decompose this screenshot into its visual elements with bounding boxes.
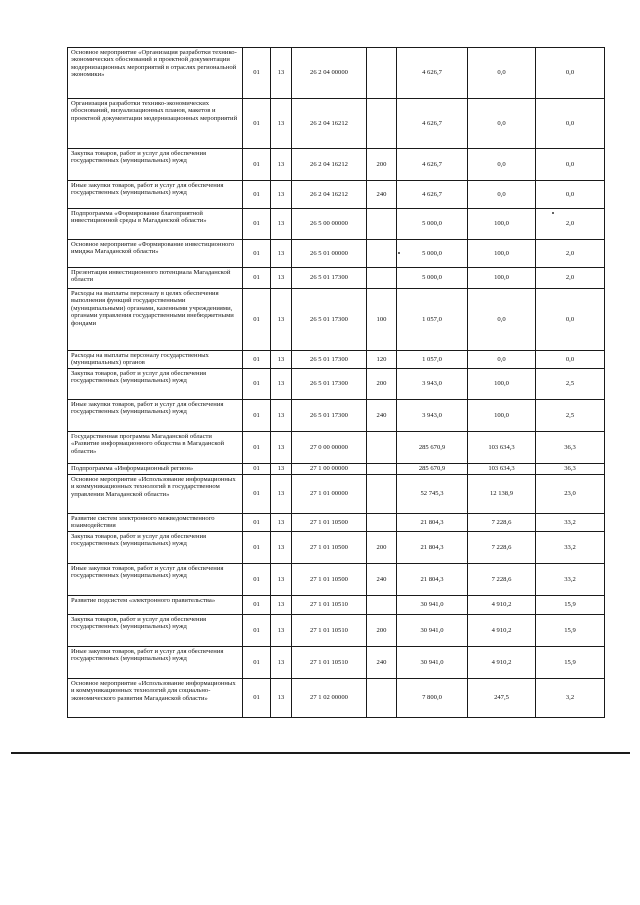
row-executed-amount: 4 910,2 [468, 614, 536, 646]
row-planned-amount: 52 745,3 [397, 474, 468, 513]
row-section: 01 [243, 563, 271, 595]
row-name: Закупка товаров, работ и услуг для обеспечения государственных (муниципальных) нужд [68, 531, 243, 563]
row-expense-type: 120 [367, 351, 397, 369]
row-expense-type: 240 [367, 181, 397, 209]
row-percent: 2,0 [536, 240, 605, 268]
row-subsection: 13 [271, 563, 292, 595]
row-expense-type: 200 [367, 531, 397, 563]
row-section: 01 [243, 513, 271, 531]
row-executed-amount: 0,0 [468, 48, 536, 99]
table-row [68, 209, 605, 240]
row-planned-amount: 21 804,3 [397, 531, 468, 563]
row-percent: 15,9 [536, 646, 605, 678]
budget-table [67, 47, 605, 718]
row-expense-type [367, 99, 397, 149]
page-divider [11, 752, 630, 754]
row-section: 01 [243, 595, 271, 614]
row-section: 01 [243, 289, 271, 351]
row-planned-amount: 4 626,7 [397, 181, 468, 209]
row-percent: 2,5 [536, 368, 605, 399]
row-executed-amount: 0,0 [468, 99, 536, 149]
row-expense-type: 240 [367, 563, 397, 595]
row-subsection: 13 [271, 209, 292, 240]
row-code: 27 1 01 00000 [292, 474, 367, 513]
table-row [68, 678, 605, 717]
row-executed-amount: 103 634,3 [468, 431, 536, 463]
row-section: 01 [243, 678, 271, 717]
row-expense-type: 240 [367, 399, 397, 431]
row-expense-type [367, 595, 397, 614]
row-planned-amount: 3 943,0 [397, 368, 468, 399]
row-subsection: 13 [271, 149, 292, 181]
table-row [68, 474, 605, 513]
row-subsection: 13 [271, 99, 292, 149]
table-row [68, 614, 605, 646]
row-planned-amount: 30 941,0 [397, 595, 468, 614]
row-executed-amount: 7 228,6 [468, 513, 536, 531]
row-expense-type: 240 [367, 646, 397, 678]
row-planned-amount: 285 670,9 [397, 431, 468, 463]
row-expense-type: 200 [367, 368, 397, 399]
row-percent: 2,0 [536, 268, 605, 289]
row-expense-type: 200 [367, 614, 397, 646]
row-percent: 2,0 [536, 209, 605, 240]
row-subsection: 13 [271, 48, 292, 99]
row-executed-amount: 12 138,9 [468, 474, 536, 513]
row-executed-amount: 7 228,6 [468, 531, 536, 563]
row-percent: 3,2 [536, 678, 605, 717]
row-percent: 33,2 [536, 513, 605, 531]
table-row [68, 99, 605, 149]
table-row [68, 149, 605, 181]
table-row [68, 240, 605, 268]
row-planned-amount: 7 800,0 [397, 678, 468, 717]
row-name: Основное мероприятие «Формирование инвестиционного имиджа Магаданской области» [68, 240, 243, 268]
table-row [68, 531, 605, 563]
row-percent: 15,9 [536, 595, 605, 614]
row-subsection: 13 [271, 614, 292, 646]
row-name: Презентация инвестиционного потенциала Магаданской области [68, 268, 243, 289]
row-expense-type [367, 463, 397, 474]
row-code: 27 1 01 10510 [292, 595, 367, 614]
table-row [68, 595, 605, 614]
row-planned-amount: 4 626,7 [397, 48, 468, 99]
row-executed-amount: 4 910,2 [468, 646, 536, 678]
row-section: 01 [243, 399, 271, 431]
row-name: Подпрограмма «Информационный регион» [68, 463, 243, 474]
row-code: 27 1 00 00000 [292, 463, 367, 474]
row-subsection: 13 [271, 368, 292, 399]
row-expense-type: 100 [367, 289, 397, 351]
row-expense-type [367, 240, 397, 268]
row-name: Закупка товаров, работ и услуг для обеспечения государственных (муниципальных) нужд [68, 149, 243, 181]
row-percent: 0,0 [536, 351, 605, 369]
row-section: 01 [243, 463, 271, 474]
row-executed-amount: 247,5 [468, 678, 536, 717]
table-row [68, 268, 605, 289]
row-section: 01 [243, 240, 271, 268]
row-name: Иные закупки товаров, работ и услуг для обеспечения государственных (муниципальных) нужд [68, 563, 243, 595]
row-name: Развитие систем электронного межведомственного взаимодействия [68, 513, 243, 531]
row-planned-amount: 1 057,0 [397, 351, 468, 369]
row-code: 26 5 01 17300 [292, 289, 367, 351]
table-row [68, 563, 605, 595]
row-executed-amount: 100,0 [468, 240, 536, 268]
row-subsection: 13 [271, 240, 292, 268]
row-code: 26 5 01 17300 [292, 268, 367, 289]
row-name: Иные закупки товаров, работ и услуг для обеспечения государственных (муниципальных) нужд [68, 399, 243, 431]
row-section: 01 [243, 268, 271, 289]
row-code: 26 2 04 00000 [292, 48, 367, 99]
row-planned-amount: 5 000,0 [397, 209, 468, 240]
row-planned-amount: 21 804,3 [397, 563, 468, 595]
row-expense-type [367, 48, 397, 99]
row-subsection: 13 [271, 431, 292, 463]
row-percent: 36,3 [536, 463, 605, 474]
row-subsection: 13 [271, 646, 292, 678]
row-executed-amount: 4 910,2 [468, 595, 536, 614]
row-percent: 0,0 [536, 181, 605, 209]
row-code: 27 0 00 00000 [292, 431, 367, 463]
row-code: 27 1 01 10510 [292, 614, 367, 646]
row-code: 26 5 01 17300 [292, 368, 367, 399]
row-section: 01 [243, 149, 271, 181]
row-executed-amount: 103 634,3 [468, 463, 536, 474]
row-name: Расходы на выплаты персоналу государственных (муниципальных) органов [68, 351, 243, 369]
row-percent: 33,2 [536, 563, 605, 595]
row-section: 01 [243, 531, 271, 563]
table-row [68, 351, 605, 369]
row-section: 01 [243, 181, 271, 209]
row-section: 01 [243, 48, 271, 99]
row-expense-type [367, 209, 397, 240]
row-percent: 23,0 [536, 474, 605, 513]
row-name: Основное мероприятие «Использование информационных и коммуникационных технологий в государственном управлении Магаданской области» [68, 474, 243, 513]
row-planned-amount: 4 626,7 [397, 149, 468, 181]
row-code: 26 5 01 00000 [292, 240, 367, 268]
row-section: 01 [243, 368, 271, 399]
row-planned-amount: 30 941,0 [397, 614, 468, 646]
row-section: 01 [243, 431, 271, 463]
row-subsection: 13 [271, 181, 292, 209]
table-row [68, 513, 605, 531]
row-name: Расходы на выплаты персоналу в целях обеспечения выполнения функций государственными (муниципальными) органами, казенными учреждениями, органами управления государственными внебюджетными фондами [68, 289, 243, 351]
row-planned-amount: 30 941,0 [397, 646, 468, 678]
row-code: 26 5 00 00000 [292, 209, 367, 240]
row-subsection: 13 [271, 474, 292, 513]
row-planned-amount: 4 626,7 [397, 99, 468, 149]
row-name: Иные закупки товаров, работ и услуг для обеспечения государственных (муниципальных) нужд [68, 646, 243, 678]
row-name: Развитие подсистем «электронного правительства» [68, 595, 243, 614]
table-row [68, 48, 605, 99]
row-executed-amount: 100,0 [468, 209, 536, 240]
row-name: Закупка товаров, работ и услуг для обеспечения государственных (муниципальных) нужд [68, 614, 243, 646]
row-code: 27 1 01 10510 [292, 646, 367, 678]
row-subsection: 13 [271, 531, 292, 563]
row-code: 26 2 04 16212 [292, 99, 367, 149]
row-planned-amount: 285 670,9 [397, 463, 468, 474]
row-name: Государственная программа Магаданской области «Развитие информационного общества в Магаданской области» [68, 431, 243, 463]
row-planned-amount: 21 804,3 [397, 513, 468, 531]
row-executed-amount: 100,0 [468, 399, 536, 431]
row-code: 27 1 02 00000 [292, 678, 367, 717]
row-percent: 0,0 [536, 149, 605, 181]
row-percent: 0,0 [536, 99, 605, 149]
scan-speck [398, 252, 400, 254]
budget-table-body [68, 48, 605, 718]
row-executed-amount: 0,0 [468, 181, 536, 209]
row-executed-amount: 0,0 [468, 351, 536, 369]
row-name: Основное мероприятие «Организация разработки технико-экономических обоснований и проектной документации модернизационных мероприятий в отраслях региональной экономики» [68, 48, 243, 99]
row-section: 01 [243, 351, 271, 369]
row-planned-amount: 5 000,0 [397, 268, 468, 289]
row-expense-type: 200 [367, 149, 397, 181]
row-subsection: 13 [271, 399, 292, 431]
row-percent: 0,0 [536, 289, 605, 351]
row-executed-amount: 0,0 [468, 149, 536, 181]
row-executed-amount: 100,0 [468, 268, 536, 289]
row-subsection: 13 [271, 678, 292, 717]
row-percent: 2,5 [536, 399, 605, 431]
row-percent: 15,9 [536, 614, 605, 646]
row-expense-type [367, 678, 397, 717]
row-executed-amount: 100,0 [468, 368, 536, 399]
row-planned-amount: 5 000,0 [397, 240, 468, 268]
row-section: 01 [243, 209, 271, 240]
table-row [68, 368, 605, 399]
row-executed-amount: 0,0 [468, 289, 536, 351]
row-code: 27 1 01 10500 [292, 563, 367, 595]
row-expense-type [367, 474, 397, 513]
row-name: Основное мероприятие «Использование информационных и коммуникационных технологий для социально-экономического развития Магаданской области» [68, 678, 243, 717]
row-planned-amount: 3 943,0 [397, 399, 468, 431]
row-code: 26 2 04 16212 [292, 149, 367, 181]
row-percent: 33,2 [536, 531, 605, 563]
row-percent: 0,0 [536, 48, 605, 99]
row-subsection: 13 [271, 268, 292, 289]
row-section: 01 [243, 474, 271, 513]
row-code: 27 1 01 10500 [292, 531, 367, 563]
row-percent: 36,3 [536, 431, 605, 463]
row-expense-type [367, 431, 397, 463]
table-row [68, 399, 605, 431]
row-code: 26 2 04 16212 [292, 181, 367, 209]
scan-speck [552, 212, 554, 214]
row-name: Иные закупки товаров, работ и услуг для обеспечения государственных (муниципальных) нужд [68, 181, 243, 209]
row-name: Организация разработки технико-экономических обоснований, визуализационных планов, макетов и проектной документации модернизационных мероприятий [68, 99, 243, 149]
row-subsection: 13 [271, 513, 292, 531]
row-section: 01 [243, 614, 271, 646]
row-code: 26 5 01 17300 [292, 351, 367, 369]
row-expense-type [367, 513, 397, 531]
table-row [68, 646, 605, 678]
table-row [68, 463, 605, 474]
row-subsection: 13 [271, 595, 292, 614]
row-subsection: 13 [271, 289, 292, 351]
table-row [68, 181, 605, 209]
row-name: Подпрограмма «Формирование благоприятной инвестиционной среды в Магаданской области» [68, 209, 243, 240]
row-executed-amount: 7 228,6 [468, 563, 536, 595]
table-row [68, 431, 605, 463]
row-section: 01 [243, 99, 271, 149]
row-subsection: 13 [271, 463, 292, 474]
table-row [68, 289, 605, 351]
row-name: Закупка товаров, работ и услуг для обеспечения государственных (муниципальных) нужд [68, 368, 243, 399]
row-section: 01 [243, 646, 271, 678]
row-code: 26 5 01 17300 [292, 399, 367, 431]
row-planned-amount: 1 057,0 [397, 289, 468, 351]
row-expense-type [367, 268, 397, 289]
row-code: 27 1 01 10500 [292, 513, 367, 531]
row-subsection: 13 [271, 351, 292, 369]
